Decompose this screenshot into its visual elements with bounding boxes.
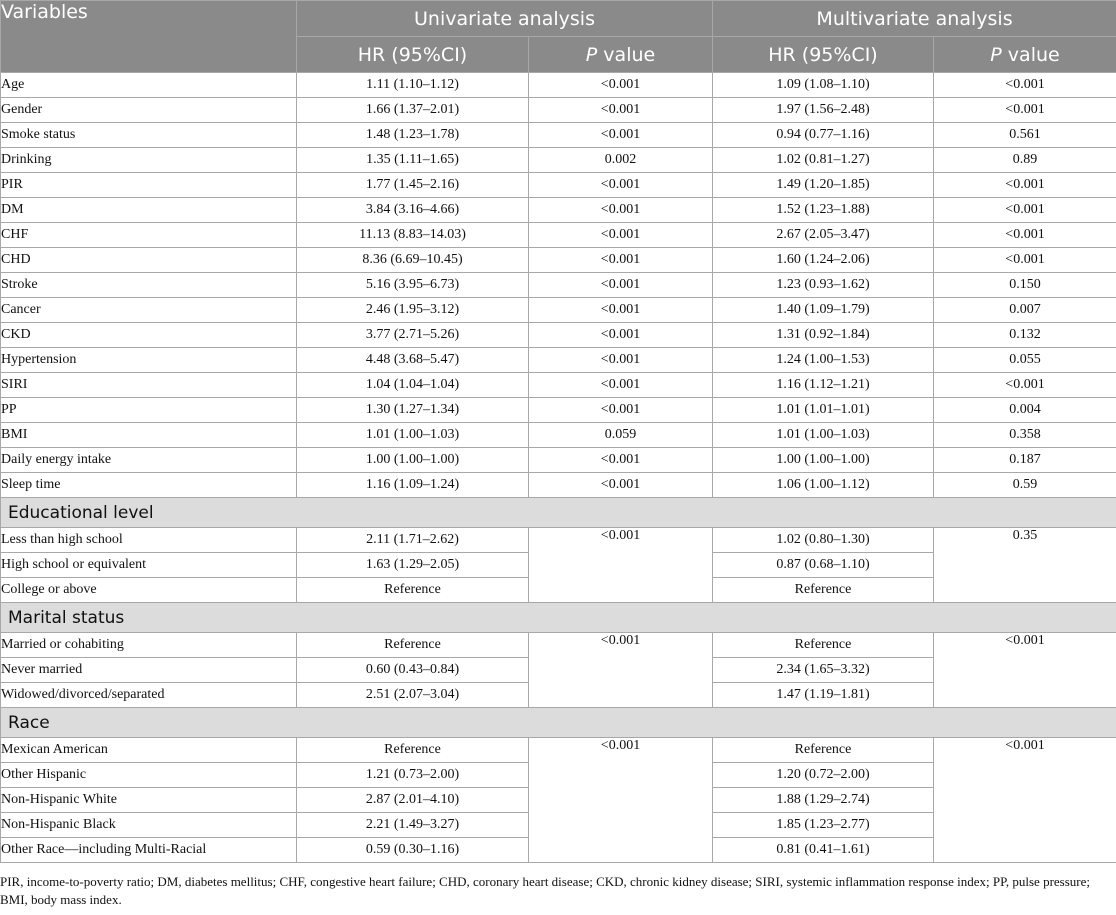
- multivariate-hr-value: 1.01 (1.00–1.03): [713, 423, 934, 448]
- variable-label: Never married: [1, 658, 297, 683]
- univariate-p-value: <0.001: [529, 98, 713, 123]
- univariate-p-value: <0.001: [529, 248, 713, 273]
- univariate-p-value: <0.001: [529, 123, 713, 148]
- univariate-p-value: <0.001: [529, 198, 713, 223]
- multivariate-hr-value: 1.23 (0.93–1.62): [713, 273, 934, 298]
- multivariate-hr-value: 1.02 (0.80–1.30): [713, 528, 934, 553]
- univariate-hr-value: 1.04 (1.04–1.04): [297, 373, 529, 398]
- univariate-hr-value: 2.11 (1.71–2.62): [297, 528, 529, 553]
- multivariate-p-value: <0.001: [934, 198, 1116, 223]
- variable-label: Smoke status: [1, 123, 297, 148]
- table-row: [1, 398, 1116, 423]
- multivariate-group-p-value: <0.001: [934, 738, 1116, 863]
- table-row: [1, 473, 1116, 498]
- multivariate-p-value: 0.055: [934, 348, 1116, 373]
- univariate-hr-value: 1.01 (1.00–1.03): [297, 423, 529, 448]
- univariate-header: Univariate analysis: [297, 1, 713, 37]
- table-row: [1, 173, 1116, 198]
- table-row: [1, 273, 1116, 298]
- variable-label: Hypertension: [1, 348, 297, 373]
- variable-label: Other Hispanic: [1, 763, 297, 788]
- univariate-p-value: <0.001: [529, 398, 713, 423]
- multivariate-p-value: <0.001: [934, 248, 1116, 273]
- univariate-group-p-value: <0.001: [529, 633, 713, 708]
- univariate-hr-value: 3.77 (2.71–5.26): [297, 323, 529, 348]
- table-row: [1, 73, 1116, 98]
- multivariate-hr-value: Reference: [713, 633, 934, 658]
- p-italic: P: [585, 43, 598, 66]
- section-title: Marital status: [1, 603, 1116, 633]
- section-title: Race: [1, 708, 1116, 738]
- univariate-hr-value: 1.21 (0.73–2.00): [297, 763, 529, 788]
- table-row: [1, 223, 1116, 248]
- table-row: [1, 298, 1116, 323]
- variable-label: Mexican American: [1, 738, 297, 763]
- table-row: [1, 248, 1116, 273]
- univariate-p-value: <0.001: [529, 373, 713, 398]
- univariate-hr-value: 2.87 (2.01–4.10): [297, 788, 529, 813]
- p-value-suffix: value: [1001, 43, 1060, 66]
- multivariate-hr-value: 2.34 (1.65–3.32): [713, 658, 934, 683]
- variable-label: High school or equivalent: [1, 553, 297, 578]
- variable-label: BMI: [1, 423, 297, 448]
- multivariate-p-value: 0.187: [934, 448, 1116, 473]
- multivariate-hr-value: 1.88 (1.29–2.74): [713, 788, 934, 813]
- univariate-hr-value: 1.30 (1.27–1.34): [297, 398, 529, 423]
- multivariate-hr-value: 1.97 (1.56–2.48): [713, 98, 934, 123]
- table-body: [1, 73, 1116, 863]
- multivariate-group-p-value: 0.35: [934, 528, 1116, 603]
- univariate-hr-value: 2.21 (1.49–3.27): [297, 813, 529, 838]
- variable-label: Non-Hispanic White: [1, 788, 297, 813]
- table-row: [1, 528, 1116, 553]
- variable-label: SIRI: [1, 373, 297, 398]
- table-row: [1, 448, 1116, 473]
- variable-label: Other Race—including Multi-Racial: [1, 838, 297, 863]
- multivariate-hr-value: Reference: [713, 578, 934, 603]
- variable-label: College or above: [1, 578, 297, 603]
- multivariate-hr-value: 1.00 (1.00–1.00): [713, 448, 934, 473]
- univariate-hr-value: 1.00 (1.00–1.00): [297, 448, 529, 473]
- univariate-hr-value: 1.66 (1.37–2.01): [297, 98, 529, 123]
- section-header-row: [1, 708, 1116, 738]
- multivariate-hr-value: 1.85 (1.23–2.77): [713, 813, 934, 838]
- univariate-p-value: <0.001: [529, 448, 713, 473]
- variable-label: Daily energy intake: [1, 448, 297, 473]
- table-row: [1, 348, 1116, 373]
- multivariate-p-value: 0.89: [934, 148, 1116, 173]
- table-row: [1, 423, 1116, 448]
- multivariate-hr-value: 1.06 (1.00–1.12): [713, 473, 934, 498]
- univariate-hr-value: 1.48 (1.23–1.78): [297, 123, 529, 148]
- variable-label: Stroke: [1, 273, 297, 298]
- univariate-hr-value: 4.48 (3.68–5.47): [297, 348, 529, 373]
- multivariate-hr-value: 1.60 (1.24–2.06): [713, 248, 934, 273]
- variable-label: Drinking: [1, 148, 297, 173]
- multivariate-p-value: 0.004: [934, 398, 1116, 423]
- univariate-hr-value: 0.60 (0.43–0.84): [297, 658, 529, 683]
- univariate-p-value: <0.001: [529, 223, 713, 248]
- variable-label: CKD: [1, 323, 297, 348]
- variable-label: CHD: [1, 248, 297, 273]
- univariate-group-p-value: <0.001: [529, 528, 713, 603]
- multivariate-p-value: <0.001: [934, 73, 1116, 98]
- multivariate-p-value: 0.007: [934, 298, 1116, 323]
- univariate-p-header: [529, 37, 713, 73]
- variable-label: Widowed/divorced/separated: [1, 683, 297, 708]
- multivariate-hr-value: 0.81 (0.41–1.61): [713, 838, 934, 863]
- p-value-suffix: value: [597, 43, 656, 66]
- table-footnote: PIR, income-to-poverty ratio; DM, diabetes mellitus; CHF, congestive heart failure; CHD, coronary heart disease; CKD, chronic kidney disease; SIRI, systemic inflammation response index; PP, pulse pressure; BMI, body mass index.: [0, 874, 1091, 907]
- multivariate-hr-value: 1.49 (1.20–1.85): [713, 173, 934, 198]
- variable-label: Cancer: [1, 298, 297, 323]
- univariate-hr-header: HR (95%CI): [297, 37, 529, 73]
- univariate-hr-value: 1.35 (1.11–1.65): [297, 148, 529, 173]
- multivariate-hr-value: 1.20 (0.72–2.00): [713, 763, 934, 788]
- univariate-hr-value: 2.51 (2.07–3.04): [297, 683, 529, 708]
- table-row: [1, 738, 1116, 763]
- multivariate-p-value: 0.561: [934, 123, 1116, 148]
- multivariate-hr-value: 1.16 (1.12–1.21): [713, 373, 934, 398]
- variable-label: DM: [1, 198, 297, 223]
- variable-label: PP: [1, 398, 297, 423]
- multivariate-hr-value: 1.31 (0.92–1.84): [713, 323, 934, 348]
- table-row: [1, 123, 1116, 148]
- section-title: Educational level: [1, 498, 1116, 528]
- variable-label: Less than high school: [1, 528, 297, 553]
- multivariate-hr-value: 1.40 (1.09–1.79): [713, 298, 934, 323]
- univariate-p-value: 0.002: [529, 148, 713, 173]
- table-row: [1, 373, 1116, 398]
- multivariate-hr-value: 1.02 (0.81–1.27): [713, 148, 934, 173]
- univariate-p-value: <0.001: [529, 173, 713, 198]
- multivariate-hr-value: Reference: [713, 738, 934, 763]
- table-row: [1, 198, 1116, 223]
- univariate-hr-value: 0.59 (0.30–1.16): [297, 838, 529, 863]
- multivariate-hr-value: 0.87 (0.68–1.10): [713, 553, 934, 578]
- univariate-hr-value: Reference: [297, 578, 529, 603]
- multivariate-hr-header: HR (95%CI): [713, 37, 934, 73]
- univariate-hr-value: 11.13 (8.83–14.03): [297, 223, 529, 248]
- multivariate-p-value: 0.150: [934, 273, 1116, 298]
- multivariate-header: Multivariate analysis: [713, 1, 1116, 37]
- univariate-hr-value: Reference: [297, 738, 529, 763]
- univariate-p-value: <0.001: [529, 73, 713, 98]
- univariate-p-value: <0.001: [529, 298, 713, 323]
- univariate-hr-value: 1.63 (1.29–2.05): [297, 553, 529, 578]
- univariate-hr-value: Reference: [297, 633, 529, 658]
- univariate-p-value: <0.001: [529, 473, 713, 498]
- multivariate-group-p-value: <0.001: [934, 633, 1116, 708]
- multivariate-p-value: 0.59: [934, 473, 1116, 498]
- univariate-hr-value: 2.46 (1.95–3.12): [297, 298, 529, 323]
- section-header-row: [1, 498, 1116, 528]
- univariate-p-value: <0.001: [529, 273, 713, 298]
- table-row: [1, 148, 1116, 173]
- univariate-p-value: 0.059: [529, 423, 713, 448]
- multivariate-p-header: [934, 37, 1116, 73]
- multivariate-p-value: 0.358: [934, 423, 1116, 448]
- variable-label: Age: [1, 73, 297, 98]
- multivariate-p-value: <0.001: [934, 223, 1116, 248]
- univariate-hr-value: 1.11 (1.10–1.12): [297, 73, 529, 98]
- variable-label: Married or cohabiting: [1, 633, 297, 658]
- univariate-hr-value: 1.16 (1.09–1.24): [297, 473, 529, 498]
- variable-label: CHF: [1, 223, 297, 248]
- multivariate-hr-value: 1.47 (1.19–1.81): [713, 683, 934, 708]
- variable-label: Non-Hispanic Black: [1, 813, 297, 838]
- variable-label: Gender: [1, 98, 297, 123]
- univariate-group-p-value: <0.001: [529, 738, 713, 863]
- section-header-row: [1, 603, 1116, 633]
- variable-label: Sleep time: [1, 473, 297, 498]
- multivariate-p-value: <0.001: [934, 173, 1116, 198]
- univariate-hr-value: 5.16 (3.95–6.73): [297, 273, 529, 298]
- multivariate-hr-value: 1.01 (1.01–1.01): [713, 398, 934, 423]
- multivariate-hr-value: 1.09 (1.08–1.10): [713, 73, 934, 98]
- multivariate-hr-value: 1.24 (1.00–1.53): [713, 348, 934, 373]
- table-row: [1, 323, 1116, 348]
- variables-header: Variables: [1, 1, 297, 73]
- multivariate-p-value: 0.132: [934, 323, 1116, 348]
- multivariate-hr-value: 1.52 (1.23–1.88): [713, 198, 934, 223]
- table-row: [1, 633, 1116, 658]
- variable-label: PIR: [1, 173, 297, 198]
- multivariate-hr-value: 2.67 (2.05–3.47): [713, 223, 934, 248]
- multivariate-p-value: <0.001: [934, 98, 1116, 123]
- table-row: [1, 98, 1116, 123]
- header-row-groups: [1, 1, 1116, 37]
- univariate-p-value: <0.001: [529, 323, 713, 348]
- univariate-hr-value: 1.77 (1.45–2.16): [297, 173, 529, 198]
- multivariate-p-value: <0.001: [934, 373, 1116, 398]
- p-italic: P: [990, 43, 1002, 66]
- multivariate-hr-value: 0.94 (0.77–1.16): [713, 123, 934, 148]
- univariate-p-value: <0.001: [529, 348, 713, 373]
- univariate-hr-value: 3.84 (3.16–4.66): [297, 198, 529, 223]
- univariate-hr-value: 8.36 (6.69–10.45): [297, 248, 529, 273]
